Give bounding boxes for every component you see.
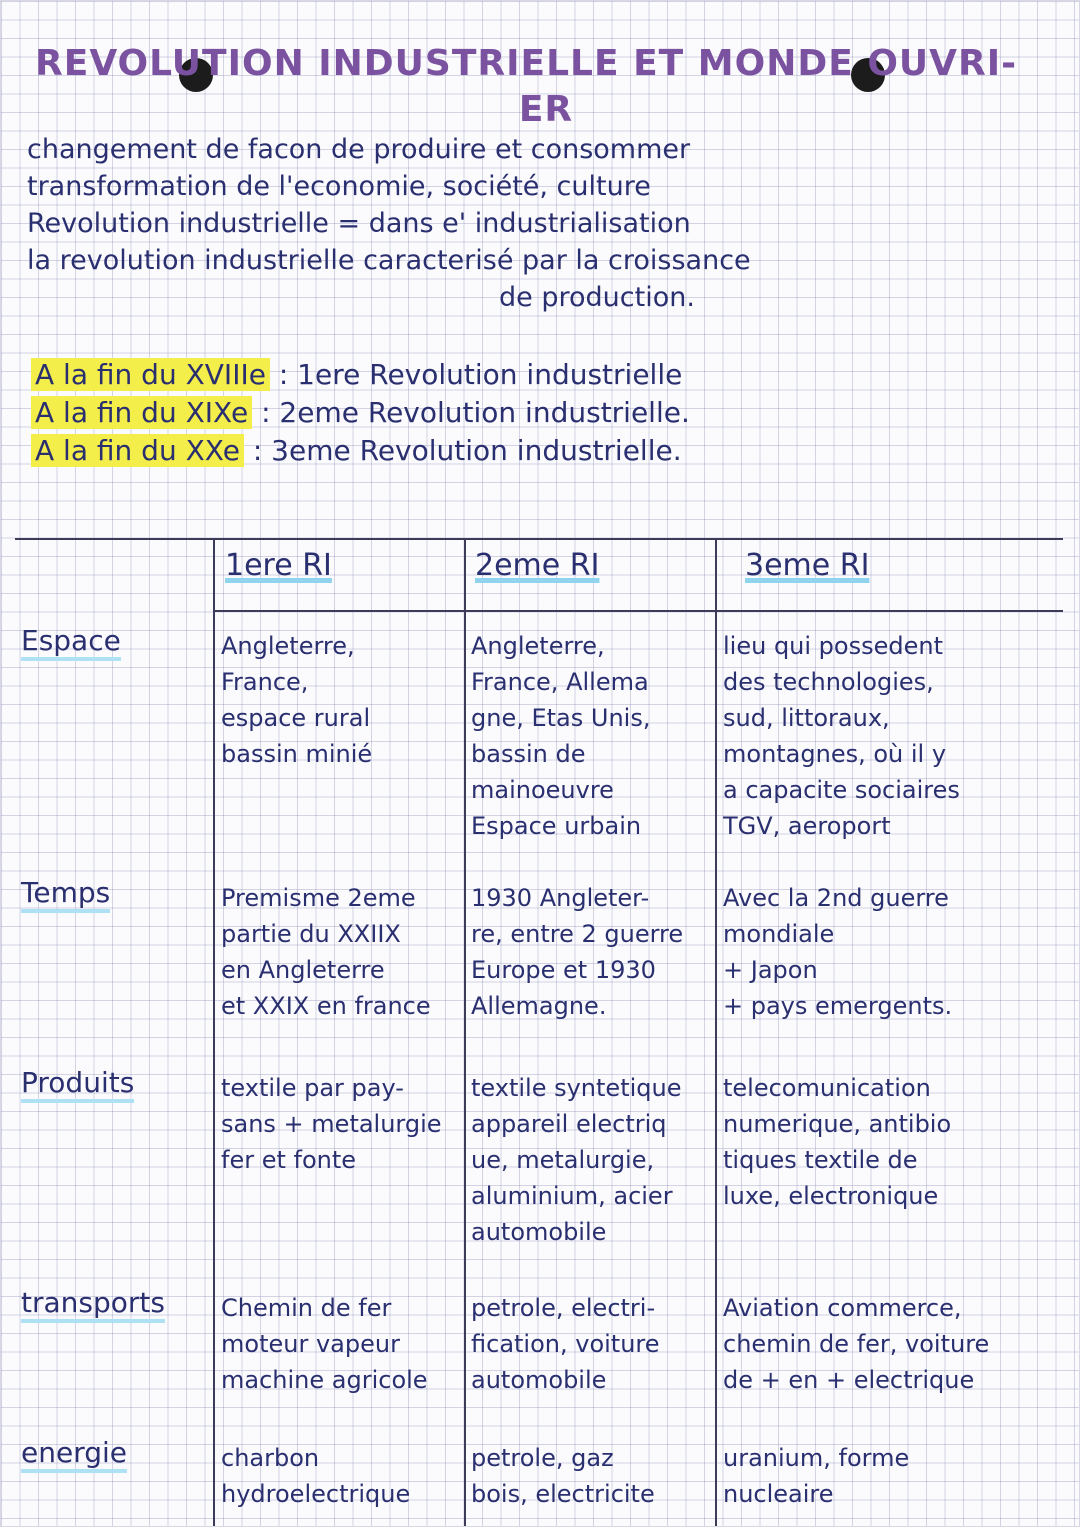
row-label-energie [21, 1436, 127, 1469]
intro-line: la revolution industrielle caracterisé par la croissance [27, 245, 751, 276]
cell-line: moteur vapeur [221, 1330, 400, 1358]
cell-line: bassin minié [221, 740, 373, 768]
cell-line: aluminium, acier [471, 1182, 673, 1210]
column-divider [213, 540, 215, 1527]
cell-line: Espace urbain [471, 812, 642, 840]
cell-line: luxe, electronique [723, 1182, 939, 1210]
cell-line: de + en + electrique [723, 1366, 975, 1394]
date-label-highlight: A la fin du XIXe [31, 396, 252, 429]
date-value: : 2eme Revolution industrielle. [261, 396, 690, 429]
column-header-3eme-ri: 3eme RI [745, 548, 870, 583]
cell-line: tiques textile de [723, 1146, 918, 1174]
row-label-produits [21, 1066, 134, 1099]
cell-line: France, Allema [471, 668, 649, 696]
table-cell [471, 628, 713, 844]
cell-line: mainoeuvre [471, 776, 614, 804]
table-cell [221, 1070, 463, 1178]
table-cell [723, 1440, 1061, 1512]
cell-line: sans + metalurgie [221, 1110, 442, 1138]
cell-line: fer et fonte [221, 1146, 357, 1174]
date-label-highlight: A la fin du XXe [31, 434, 244, 467]
table-cell [471, 880, 713, 1024]
cell-line: ue, metalurgie, [471, 1146, 655, 1174]
cell-line: hydroelectrique [221, 1480, 411, 1508]
cell-line: espace rural [221, 704, 371, 732]
cell-line: Angleterre, [471, 632, 605, 660]
table-cell [221, 1290, 463, 1398]
cell-line: mondiale [723, 920, 835, 948]
row-label-temps [21, 876, 110, 909]
cell-line: partie du XXIIX [221, 920, 401, 948]
intro-line: changement de facon de produire et consommer [27, 134, 691, 165]
row-label-espace [21, 624, 121, 657]
cell-line: montagnes, où il y [723, 740, 947, 768]
cell-line: Europe et 1930 [471, 956, 656, 984]
cell-line: nucleaire [723, 1480, 834, 1508]
table-cell [723, 1290, 1061, 1398]
cell-line: fication, voiture [471, 1330, 660, 1358]
cell-line: gne, Etas Unis, [471, 704, 651, 732]
cell-line: bassin de [471, 740, 586, 768]
cell-line: lieu qui possedent [723, 632, 943, 660]
table-cell [471, 1440, 713, 1512]
revolutions-table [15, 538, 1063, 1527]
cell-line: Allemagne. [471, 992, 607, 1020]
date-row [31, 394, 1061, 432]
row-label-text: Produits [21, 1066, 134, 1103]
date-row [31, 432, 1061, 470]
cell-line: + pays emergents. [723, 992, 953, 1020]
table-cell [221, 1440, 463, 1512]
title-line-1: REVOLUTION INDUSTRIELLE ET MONDE OUVRI- [35, 43, 1018, 84]
cell-line: appareil electriq [471, 1110, 667, 1138]
cell-line: automobile [471, 1366, 607, 1394]
cell-line: et XXIX en france [221, 992, 431, 1020]
cell-line: chemin de fer, voiture [723, 1330, 990, 1358]
cell-line: Avec la 2nd guerre [723, 884, 949, 912]
date-row [31, 356, 1061, 394]
cell-line: a capacite sociaires [723, 776, 960, 804]
cell-line: automobile [471, 1218, 607, 1246]
cell-line: 1930 Angleter- [471, 884, 650, 912]
cell-line: Chemin de fer [221, 1294, 392, 1322]
table-cell [471, 1290, 713, 1398]
intro-line: de production. [499, 282, 695, 313]
intro-line: transformation de l'economie, société, culture [27, 171, 651, 202]
dates-list [31, 356, 1061, 470]
cell-line: Angleterre, [221, 632, 355, 660]
cell-line: charbon [221, 1444, 320, 1472]
cell-line: telecomunication [723, 1074, 931, 1102]
row-label-text: Temps [21, 876, 110, 913]
cell-line: TGV, aeroport [723, 812, 891, 840]
intro-text [27, 131, 1067, 316]
table-cell [471, 1070, 713, 1250]
column-divider [715, 540, 717, 1527]
table-cell [723, 628, 1061, 844]
table-cell [221, 628, 463, 772]
column-divider [464, 540, 466, 1527]
cell-line: uranium, forme [723, 1444, 910, 1472]
page-title [31, 41, 1061, 133]
date-value: : 3eme Revolution industrielle. [252, 434, 682, 467]
header-separator [213, 610, 1063, 612]
table-cell [723, 880, 1061, 1024]
row-label-text: transports [21, 1286, 165, 1323]
date-label-highlight: A la fin du XVIIIe [31, 358, 270, 391]
cell-line: en Angleterre [221, 956, 385, 984]
cell-line: France, [221, 668, 309, 696]
cell-line: petrole, electri- [471, 1294, 656, 1322]
column-header-1ere-ri: 1ere RI [225, 548, 332, 583]
cell-line: Premisme 2eme [221, 884, 416, 912]
column-header-2eme-ri: 2eme RI [475, 548, 600, 583]
cell-line: machine agricole [221, 1366, 428, 1394]
cell-line: petrole, gaz [471, 1444, 614, 1472]
cell-line: des technologies, [723, 668, 934, 696]
cell-line: textile par pay- [221, 1074, 404, 1102]
row-label-transports [21, 1286, 165, 1319]
table-cell [723, 1070, 1061, 1214]
date-value: : 1ere Revolution industrielle [278, 358, 683, 391]
row-label-text: energie [21, 1436, 127, 1473]
cell-line: + Japon [723, 956, 818, 984]
cell-line: bois, electricite [471, 1480, 655, 1508]
cell-line: textile syntetique [471, 1074, 682, 1102]
cell-line: sud, littoraux, [723, 704, 890, 732]
intro-line: Revolution industrielle = dans e' industrialisation [27, 208, 691, 239]
cell-line: re, entre 2 guerre [471, 920, 684, 948]
title-line-2: ER [518, 89, 574, 130]
table-cell [221, 880, 463, 1024]
cell-line: numerique, antibio [723, 1110, 952, 1138]
cell-line: Aviation commerce, [723, 1294, 962, 1322]
row-label-text: Espace [21, 624, 121, 661]
